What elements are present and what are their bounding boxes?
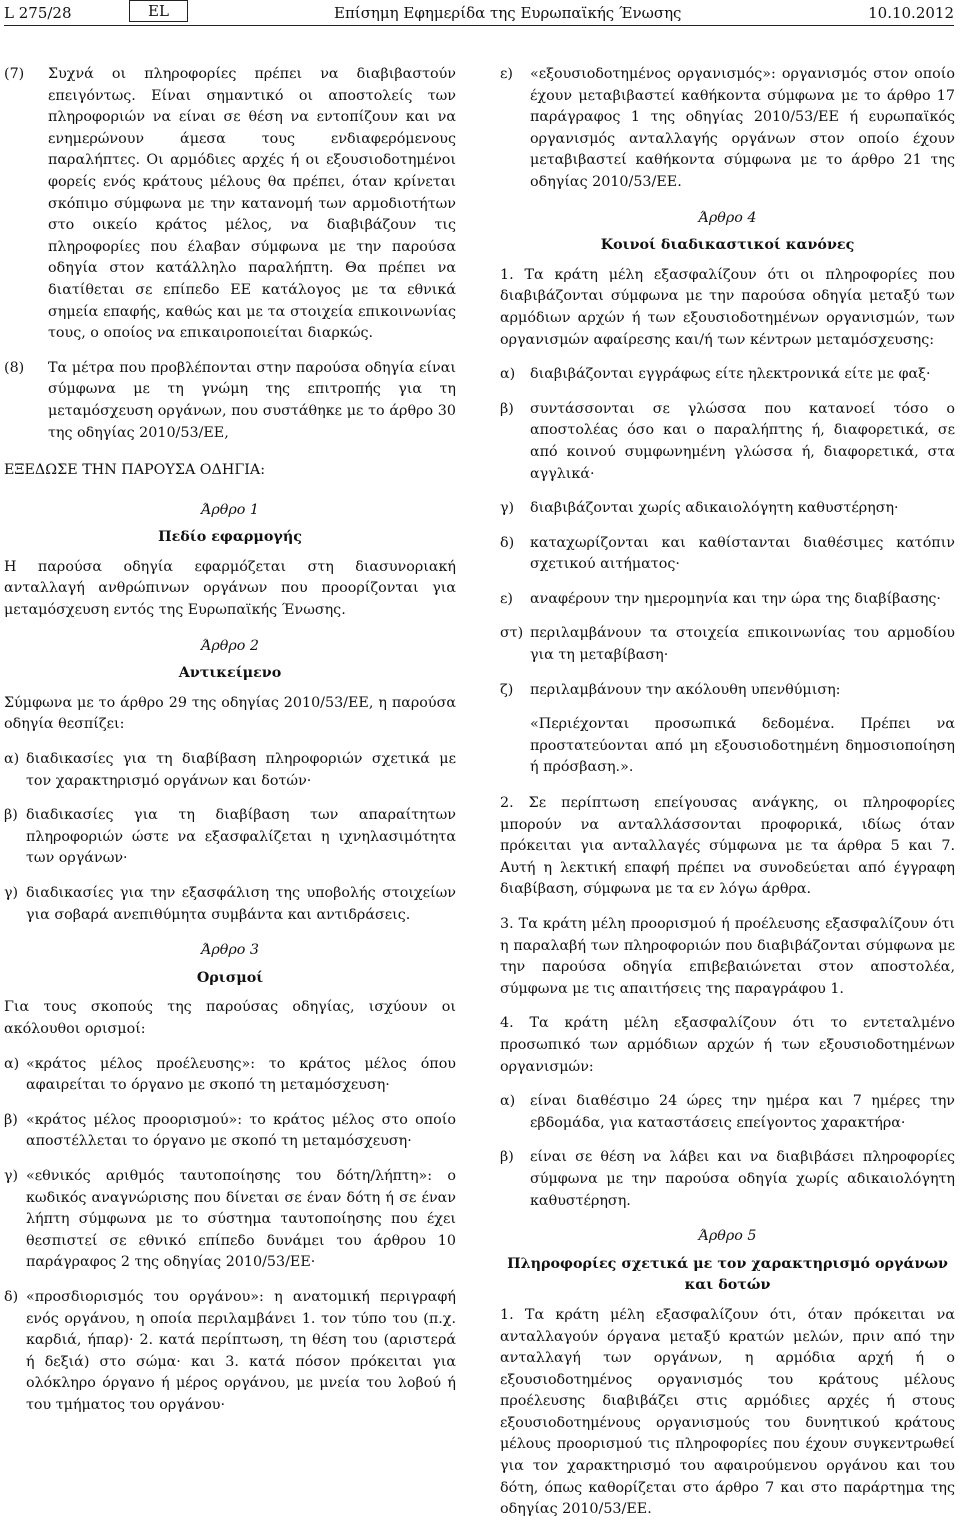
list-item <box>500 1091 955 1134</box>
page-header <box>4 0 954 26</box>
item-text: «προσδιορισμός του οργάνου»: η ανατομική περιγραφή ενός οργάνου, η οποία περιλαμβάνει 1. τον τύπο του (π.χ. καρδιά, ήπαρ)· 2. κατά περίπτωση, τη θέση του (αριστερά ή δεξιά) στο σώμα· και 3. κατά πόσον πρόκειται για ολόκληρο όργανο ή μέρος οργάνου, με μνεία του λοβού ή του τμήματος του οργάνου· <box>26 1288 456 1413</box>
article-2-title: Αντικείμενο <box>178 665 282 682</box>
article-4-title: Κοινοί διαδικαστικοί κανόνες <box>600 237 855 254</box>
article-5-paragraph-1: 1. Τα κράτη μέλη εξασφαλίζουν ότι, όταν πρόκειται να ανταλλαγούν όργανα μεταξύ κρατών μελών, πριν από την ανταλλαγή των οργάνων, η αρμόδια αρχή ή ο εξουσιοδοτημένος οργανισμός του κράτους μέλους προέλευσης διαβιβάζει στις αρμόδιες αρχές ή στους εξουσιοδοτημένους οργανισμούς του δυνητικού κράτους μέλους προορισμού τις πληροφορίες που έχουν συγκεντρωθεί για τον χαρακτηρισμό του αφαιρούμενου οργάνου και του δότη, όπως καθορίζεται στο άρθρο 7 και στο παράρτημα της οδηγίας 2010/53/ΕΕ. <box>500 1306 955 1518</box>
enacting-formula: ΕΞΕΔΩΣΕ ΤΗΝ ΠΑΡΟΥΣΑ ΟΔΗΓΙΑ: <box>4 462 266 479</box>
list-item <box>500 1147 955 1212</box>
item-label: β) <box>500 400 514 417</box>
list-item <box>500 623 955 666</box>
article-4-paragraph-1: 1. Τα κράτη μέλη εξασφαλίζουν ότι οι πληροφορίες που διαβιβάζονται σύμφωνα με την παρούσα οδηγία μεταξύ των αρμόδιων αρχών ή των εξουσιοδοτημένων οργανισμών, των οργανισμών αφαίρεσης και/ή των κέντρων μεταμόσχευσης: <box>500 266 955 348</box>
list-item <box>4 1054 456 1097</box>
list-item <box>4 805 456 870</box>
item-text: «εξουσιοδοτημένος οργανισμός»: οργανισμός στον οποίο έχουν μεταβιβαστεί καθήκοντα σύμφωνα με το άρθρο 17 παράγραφος 1 της οδηγίας 2010/53/ΕΕ ή ευρωπαϊκός οργανισμός ανταλλαγής οργάνων στον οποίο έχουν μεταβιβαστεί καθήκοντα σύμφωνα με το άρθρο 21 της οδηγίας 2010/53/ΕΕ. <box>530 66 955 190</box>
item-label: ε) <box>500 590 513 607</box>
recital-8 <box>4 358 456 444</box>
item-text: συντάσσονται σε γλώσσα που κατανοεί τόσο ο αποστολέας όσο και ο παραλήπτης ή, διαφορετικά, σε από κοινού συμφωνημένη γλώσσα ή, διαφορετικά, στα αγγλικά· <box>530 400 955 482</box>
article-5-title: Πληροφορίες σχετικά με τον χαρακτηρισμό οργάνων και δοτών <box>507 1255 948 1294</box>
item-text: «εθνικός αριθμός ταυτοποίησης του δότη/λήπτη»: ο κωδικός αναγνώρισης που δίνεται σε έναν δότη ή σε έναν λήπτη σύμφωνα με το σύστημα ταυτοποίησης που έχει θεσπιστεί σε εθνικό επίπεδο δυνάμει του άρθρου 10 παράγραφος 2 της οδηγίας 2010/53/ΕΕ· <box>26 1167 456 1271</box>
list-item <box>4 1287 456 1417</box>
list-item <box>500 364 955 386</box>
article-2-number: Άρθρο 2 <box>201 637 259 654</box>
item-label: ε) <box>500 66 513 82</box>
item-text: αναφέρουν την ημερομηνία και την ώρα της διαβίβασης· <box>530 590 941 607</box>
list-item <box>4 749 456 792</box>
item-text: διαβιβάζονται χωρίς αδικαιολόγητη καθυστέρηση· <box>530 500 899 517</box>
article-4-number: Άρθρο 4 <box>698 209 757 226</box>
item-text: διαδικασίες για την εξασφάλιση της υποβολής στοιχείων για σοβαρά ανεπιθύμητα συμβάντα και αντιδράσεις. <box>26 885 456 923</box>
list-item <box>500 589 955 611</box>
list-item <box>500 64 955 194</box>
item-label: α) <box>500 366 516 383</box>
article-4-paragraph-4: 4. Τα κράτη μέλη εξασφαλίζουν ότι το εντεταλμένο προσωπικό των αρμόδιων αρχών ή των εξουσιοδοτημένων οργανισμών: <box>500 1015 955 1075</box>
item-text: περιλαμβάνουν την ακόλουθη υπενθύμιση: <box>530 681 841 698</box>
article-1-text: Η παρούσα οδηγία εφαρμόζεται στη διασυνοριακή ανταλλαγή ανθρώπινων οργάνων που προορίζονται για μεταμόσχευση εντός της Ευρωπαϊκής Ένωσης. <box>4 558 456 619</box>
item-text: «κράτος μέλος προέλευσης»: το κράτος μέλος όπου αφαιρείται το όργανο με σκοπό τη μεταμόσχευση· <box>26 1055 456 1094</box>
item-label: γ) <box>4 1167 19 1184</box>
article-2-intro: Σύμφωνα με το άρθρο 29 της οδηγίας 2010/53/ΕΕ, η παρούσα οδηγία θεσπίζει: <box>4 694 456 733</box>
article-4-paragraph-2: 2. Σε περίπτωση επείγουσας ανάγκης, οι πληροφορίες μπορούν να ανταλλάσσονται προφορικά, ιδίως όταν πρόκειται για ανταλλαγές σύμφωνα με τα άρθρα 5 και 7. Αυτή η λεκτική επαφή πρέπει να συνοδεύεται από έγγραφη διαβίβαση, σύμφωνα με τα εν λόγω άρθρα. <box>500 795 955 898</box>
item-label: α) <box>4 751 20 768</box>
article-3-intro: Για τους σκοπούς της παρούσας οδηγίας, ισχύουν οι ακόλουθοι ορισμοί: <box>4 999 456 1037</box>
item-text: περιλαμβάνουν τα στοιχεία επικοινωνίας του αρμοδίου για τη μεταβίβαση· <box>530 625 955 664</box>
item-text: διαδικασίες για τη διαβίβαση των απαραίτητων πληροφοριών ώστε να εξασφαλίζεται η ιχνηλασιμότητα των οργάνων· <box>26 807 456 867</box>
list-item <box>4 1166 456 1274</box>
item-label: γ) <box>4 885 19 901</box>
language-code-box: EL <box>129 0 188 22</box>
list-item <box>500 399 955 485</box>
item-text: είναι σε θέση να λάβει και να διαβιβάσει πληροφορίες σύμφωνα με την παρούσα οδηγία χωρίς αδικαιολόγητη καθυστέρηση. <box>530 1149 955 1209</box>
item-label: α) <box>500 1093 516 1110</box>
right-column <box>500 64 955 1534</box>
recital-7 <box>4 64 456 345</box>
item-text: είναι διαθέσιμο 24 ώρες την ημέρα και 7 ημέρες την εβδομάδα, για καταστάσεις επείγοντος χαρακτήρα· <box>530 1093 955 1131</box>
recital-label: (8) <box>4 359 25 376</box>
article-1-title: Πεδίο εφαρμογής <box>158 529 302 546</box>
journal-title: Επίσημη Εφημερίδα της Ευρωπαϊκής Ένωσης <box>334 4 682 22</box>
list-item <box>4 1110 456 1153</box>
article-3-number: Άρθρο 3 <box>201 942 259 959</box>
item-label: δ) <box>4 1288 19 1305</box>
list-item <box>500 533 955 576</box>
item-text: διαδικασίες για τη διαβίβαση πληροφοριών σχετικά με τον χαρακτηρισμό οργάνων και δοτών· <box>26 751 456 789</box>
item-label: δ) <box>500 534 515 551</box>
item-label: στ) <box>500 625 524 642</box>
article-4-paragraph-3: 3. Τα κράτη μέλη προορισμού ή προέλευσης εξασφαλίζουν ότι η παραλαβή των πληροφοριών που διαβιβάζονται σύμφωνα με την παρούσα οδηγία επιβεβαιώνεται στον αποστολέα, σύμφωνα με τις απαιτήσεις της παραγράφου 1. <box>500 916 955 997</box>
left-column <box>4 64 456 1429</box>
article-5-number: Άρθρο 5 <box>698 1228 757 1245</box>
page-number: L 275/28 <box>4 4 72 22</box>
recital-text: Τα μέτρα που προβλέπονται στην παρούσα οδηγία είναι σύμφωνα με τη γνώμη της επιτροπής για τη μεταμόσχευση οργάνων, που συστάθηκε με το άρθρο 30 της οδηγίας 2010/53/ΕΕ, <box>48 359 456 441</box>
article-3-title: Ορισμοί <box>196 969 264 986</box>
item-text: καταχωρίζονται και καθίστανται διαθέσιμες κατόπιν σχετικού αιτήματος· <box>530 534 955 573</box>
recital-text: Συχνά οι πληροφορίες πρέπει να διαβιβαστούν επειγόντως. Είναι σημαντικό οι αποστολείς των πληροφοριών να είναι σε θέση να εντοπίζουν και να ενημερώνουν άμεσα τους ενδιαφερόμενους παραλήπτες. Οι αρμόδιες αρχές ή οι εξουσιοδοτημένοι φορείς ενός κράτους μέλους θα πρέπει, όταν κρίνεται σκόπιμο σύμφωνα με την κατανομή των αρμοδιοτήτων στο οικείο κράτος μέλος, να διαβιβάζουν τις πληροφορίες που έλαβαν σύμφωνα με την παρούσα οδηγία στον κατάλληλο παραλήπτη. Θα πρέπει να διατίθεται σε επίπεδο ΕΕ κατάλογος με τα εθνικά σημεία επαφής, καθώς και με τα στοιχεία επικοινωνίας τους, ο οποίος να επικαιροποιείται διαρκώς. <box>48 66 456 342</box>
recital-label: (7) <box>4 66 25 82</box>
item-label: β) <box>4 1111 18 1128</box>
item-text: «κράτος μέλος προορισμού»: το κράτος μέλος στο οποίο αποστέλλεται το όργανο με σκοπό τη μεταμόσχευση· <box>26 1111 456 1150</box>
list-item <box>500 498 955 520</box>
item-label: γ) <box>500 500 515 517</box>
list-item <box>500 680 955 702</box>
publication-date: 10.10.2012 <box>868 4 954 22</box>
item-label: β) <box>4 807 18 824</box>
header-rule <box>4 25 954 26</box>
article-1-number: Άρθρο 1 <box>201 501 259 518</box>
reminder-quote: «Περιέχονται προσωπικά δεδομένα. Πρέπει να προστατεύονται από μη εξουσιοδοτημένη δημοσιοποίηση ή πρόσβαση.». <box>530 716 955 776</box>
item-text: διαβιβάζονται εγγράφως είτε ηλεκτρονικά είτε με φαξ· <box>530 366 931 383</box>
item-label: ζ) <box>500 681 514 698</box>
item-label: β) <box>500 1149 514 1166</box>
list-item <box>4 883 456 926</box>
item-label: α) <box>4 1055 20 1072</box>
